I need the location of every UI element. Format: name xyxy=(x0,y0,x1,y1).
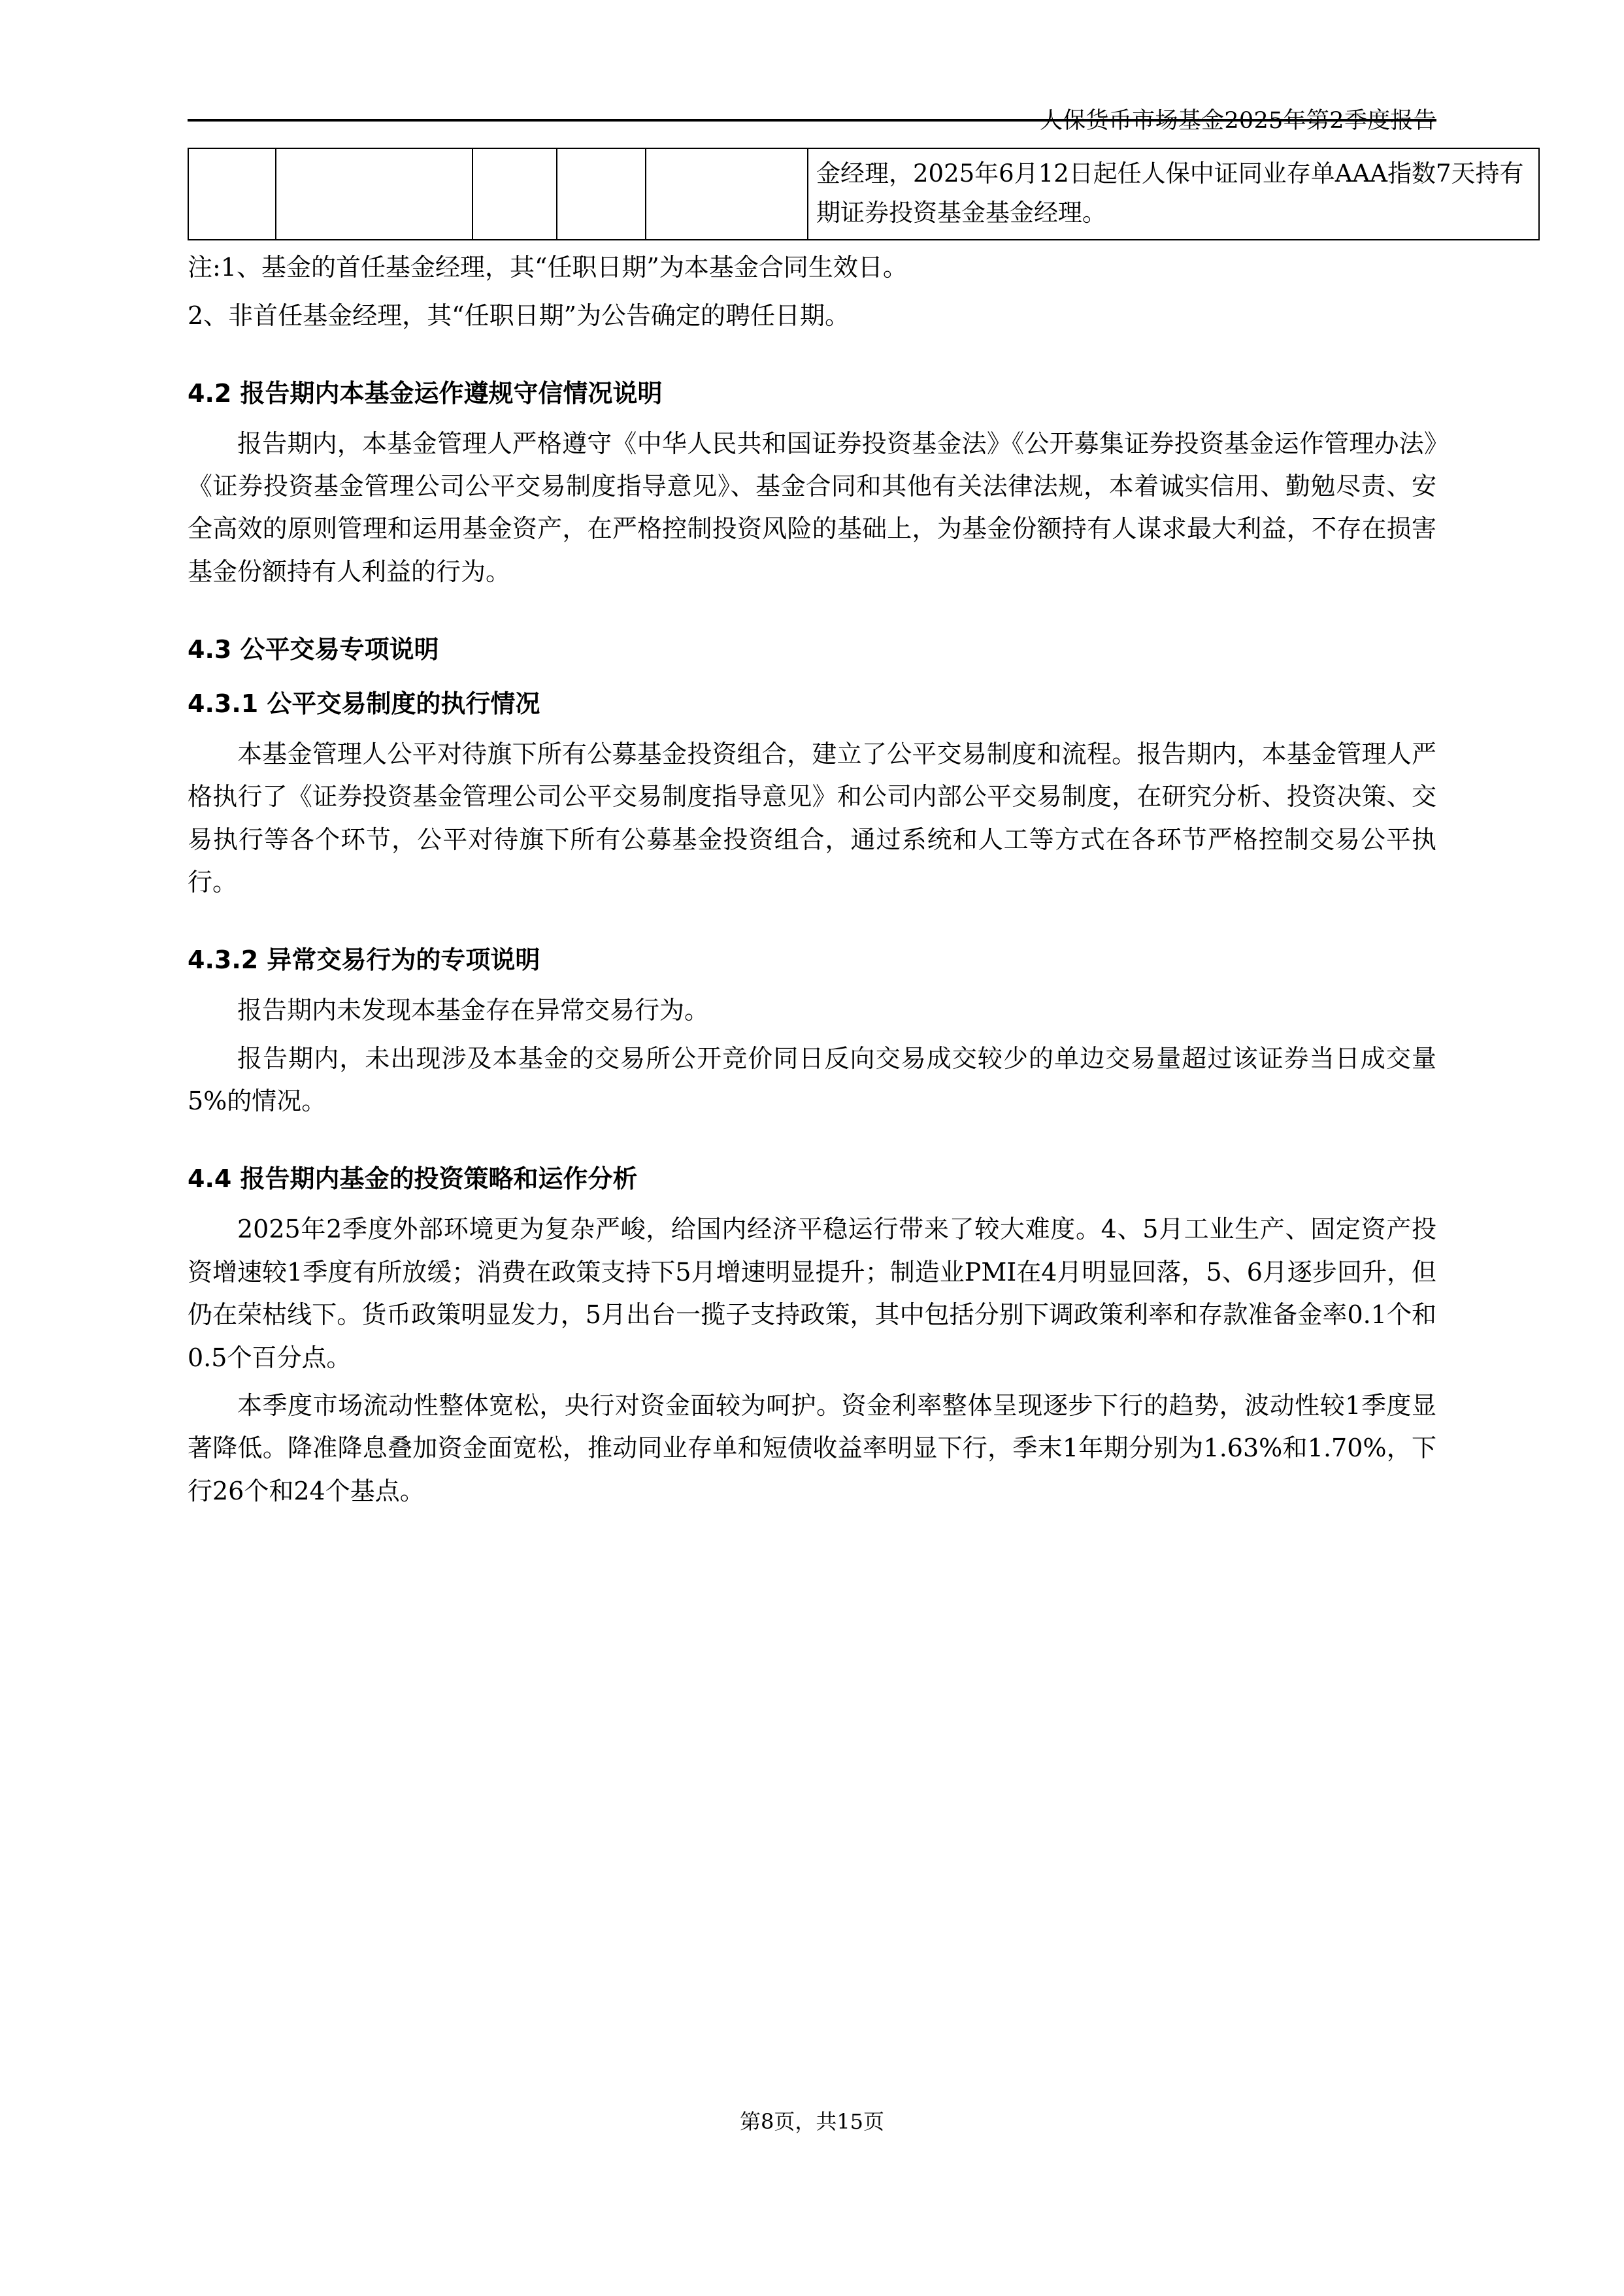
table-note-2: 2、非首任基金经理，其“任职日期”为公告确定的聘任日期。 xyxy=(188,301,850,330)
heading-4-3: 4.3 公平交易专项说明 xyxy=(188,634,439,664)
heading-4-3-2: 4.3.2 异常交易行为的专项说明 xyxy=(188,945,540,975)
table-cell-col2 xyxy=(276,148,472,240)
table-cell-col5 xyxy=(646,148,808,240)
page-footer xyxy=(0,2105,1624,2135)
running-header-title: 人保货币市场基金2025年第2季度报告 xyxy=(1039,108,1436,134)
running-header xyxy=(188,0,1436,134)
heading-4-3-1: 4.3.1 公平交易制度的执行情况 xyxy=(188,689,540,718)
table-cell-manager-description: 金经理，2025年6月12日起任人保中证同业存单AAA指数7天持有期证券投资基金基金经理。 xyxy=(808,148,1539,240)
table-cell-col3 xyxy=(472,148,557,240)
table-cell-col1 xyxy=(188,148,276,240)
table-row xyxy=(188,148,1539,240)
heading-4-4: 4.4 报告期内基金的投资策略和运作分析 xyxy=(188,1164,638,1194)
page-content xyxy=(188,0,1524,1513)
table-cell-col4 xyxy=(557,148,646,240)
paragraph-4-4-first: 2025年2季度外部环境更为复杂严峻，给国内经济平稳运行带来了较大难度。4、5月工业生产、固定资产投资增速较1季度有所放缓；消费在政策支持下5月增速明显提升；制造业PMI在4月明显回落，5、6月逐步回升，但仍在荣枯线下。货币政策明显发力，5月出台一揽子支持政策，其中包括分别下调政策利率和存款准备金率0.1个和0.5个百分点。 xyxy=(188,1215,1436,1372)
paragraph-4-3-2-second: 报告期内，未出现涉及本基金的交易所公开竞价同日反向交易成交较少的单边交易量超过该证券当日成交量5%的情况。 xyxy=(188,1043,1436,1116)
table-note-1: 注:1、基金的首任基金经理，其“任职日期”为本基金合同生效日。 xyxy=(188,252,908,282)
page-number-label: 第8页，共15页 xyxy=(739,2109,885,2134)
fund-manager-table xyxy=(188,148,1540,240)
heading-4-2: 4.2 报告期内本基金运作遵规守信情况说明 xyxy=(188,378,663,408)
paragraph-4-2: 报告期内，本基金管理人严格遵守《中华人民共和国证券投资基金法》《公开募集证券投资基金运作管理办法》《证券投资基金管理公司公平交易制度指导意见》、基金合同和其他有关法律法规，本着诚实信用、勤勉尽责、安全高效的原则管理和运用基金资产，在严格控制投资风险的基础上，为基金份额持有人谋求最大利益，不存在损害基金份额持有人利益的行为。 xyxy=(188,429,1436,586)
paragraph-4-4-second: 本季度市场流动性整体宽松，央行对资金面较为呵护。资金利率整体呈现逐步下行的趋势，波动性较1季度显著降低。降准降息叠加资金面宽松，推动同业存单和短债收益率明显下行，季末1年期分别为1.63%和1.70%，下行26个和24个基点。 xyxy=(188,1390,1436,1505)
paragraph-4-3-2-first: 报告期内未发现本基金存在异常交易行为。 xyxy=(237,996,710,1025)
paragraph-4-3-1: 本基金管理人公平对待旗下所有公募基金投资组合，建立了公平交易制度和流程。报告期内，本基金管理人严格执行了《证券投资基金管理公司公平交易制度指导意见》和公司内部公平交易制度，在研究分析、投资决策、交易执行等各个环节，公平对待旗下所有公募基金投资组合，通过系统和人工等方式在各环节严格控制交易公平执行。 xyxy=(188,739,1436,897)
